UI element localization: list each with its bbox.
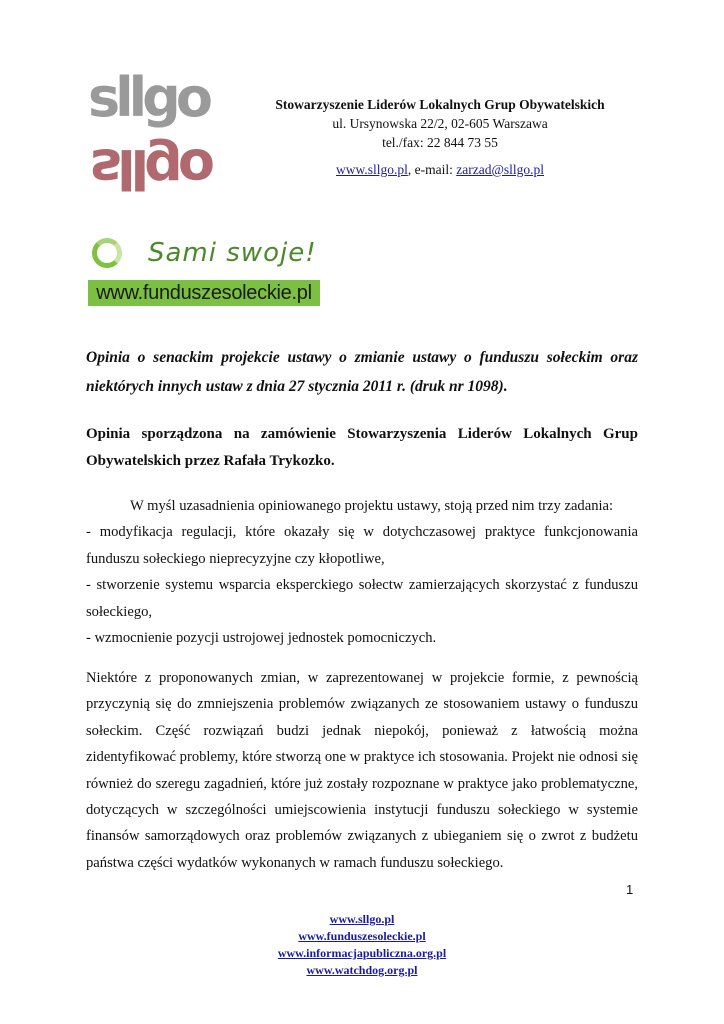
body-paragraph: Niektóre z proponowanych zmian, w zaprezentowanej w projekcie formie, z pewnością przyczynią się do zmniejszenia problemów związanych ze stosowaniem ustawy o funduszu sołeckim. Część rozwiązań budzi jednak niepokój, ponieważ z łatwością można zidentyfikować problemy, które stworzą one w praktyce ich stosowania. Projekt nie odnosi się również do szeregu zagadnień, które już zostały rozpoznane w praktyce jako problematyczne, dotyczących w szczególności umiejscowienia instytucji funduszu sołeckiego w systemie finansów samorządowych oraz problemów związanych z ubieganiem się o zwrot z budżetu państwa części wydatków wykonanych w ramach funduszu sołeckiego. bbox=[86, 670, 638, 871]
sllgo-logo bbox=[88, 66, 210, 210]
organization-name: Stowarzyszenie Liderów Lokalnych Grup Obywatelskich bbox=[275, 97, 605, 112]
footer-link-sllgo[interactable]: www.sllgo.pl bbox=[329, 912, 395, 926]
list-item: - wzmocnienie pozycji ustrojowej jednostek pomocniczych. bbox=[86, 630, 437, 647]
footer-links bbox=[200, 911, 524, 979]
document-title: Opinia o senackim projekcie ustawy o zmianie ustawy o funduszu sołeckim oraz niektórych innych ustaw z dnia 27 stycznia 2011 r. (druk nr 1098). bbox=[86, 349, 638, 395]
sllgo-logo-text: sllgo bbox=[88, 66, 208, 129]
footer-link-informacjapubliczna[interactable]: www.informacjapubliczna.org.pl bbox=[277, 946, 447, 960]
page-number: 1 bbox=[626, 882, 634, 897]
email-link[interactable]: zarzad@sllgo.pl bbox=[456, 162, 545, 177]
organization-phone: tel./fax: 22 844 73 55 bbox=[382, 135, 498, 150]
logo-site-text: www.funduszesoleckie.pl bbox=[88, 280, 320, 306]
organization-header bbox=[260, 95, 620, 179]
funduszesoleckie-logo bbox=[88, 230, 320, 306]
email-label: , e-mail: bbox=[407, 162, 457, 177]
list-item: - modyfikacja regulacji, które okazały się w dotychczasowej praktyce funkcjonowania funduszu sołeckiego nieprecyzyjne czy kłopotliwe, bbox=[86, 524, 638, 567]
footer-link-funduszesoleckie[interactable]: www.funduszesoleckie.pl bbox=[298, 929, 426, 943]
circle-logo-icon bbox=[92, 238, 122, 268]
list-item: - stworzenie systemu wsparcia eksperckiego sołectw zamierzających skorzystać z funduszu sołeckiego, bbox=[86, 577, 638, 620]
footer-link-watchdog[interactable]: www.watchdog.org.pl bbox=[306, 963, 418, 977]
document-subtitle: Opinia sporządzona na zamówienie Stowarzyszenia Liderów Lokalnych Grup Obywatelskich przez Rafała Trykozko. bbox=[86, 426, 638, 469]
organization-contact bbox=[260, 160, 620, 179]
intro-text: W myśl uzasadnienia opiniowanego projektu ustawy, stoją przed nim trzy zadania: bbox=[130, 498, 614, 514]
website-link[interactable]: www.sllgo.pl bbox=[335, 162, 408, 177]
sllgo-logo-reflection: sllgo bbox=[90, 137, 210, 200]
organization-address: ul. Ursynowska 22/2, 02-605 Warszawa bbox=[332, 116, 548, 131]
intro-section bbox=[86, 493, 638, 651]
logo-slogan: Sami swoje! bbox=[148, 238, 317, 268]
